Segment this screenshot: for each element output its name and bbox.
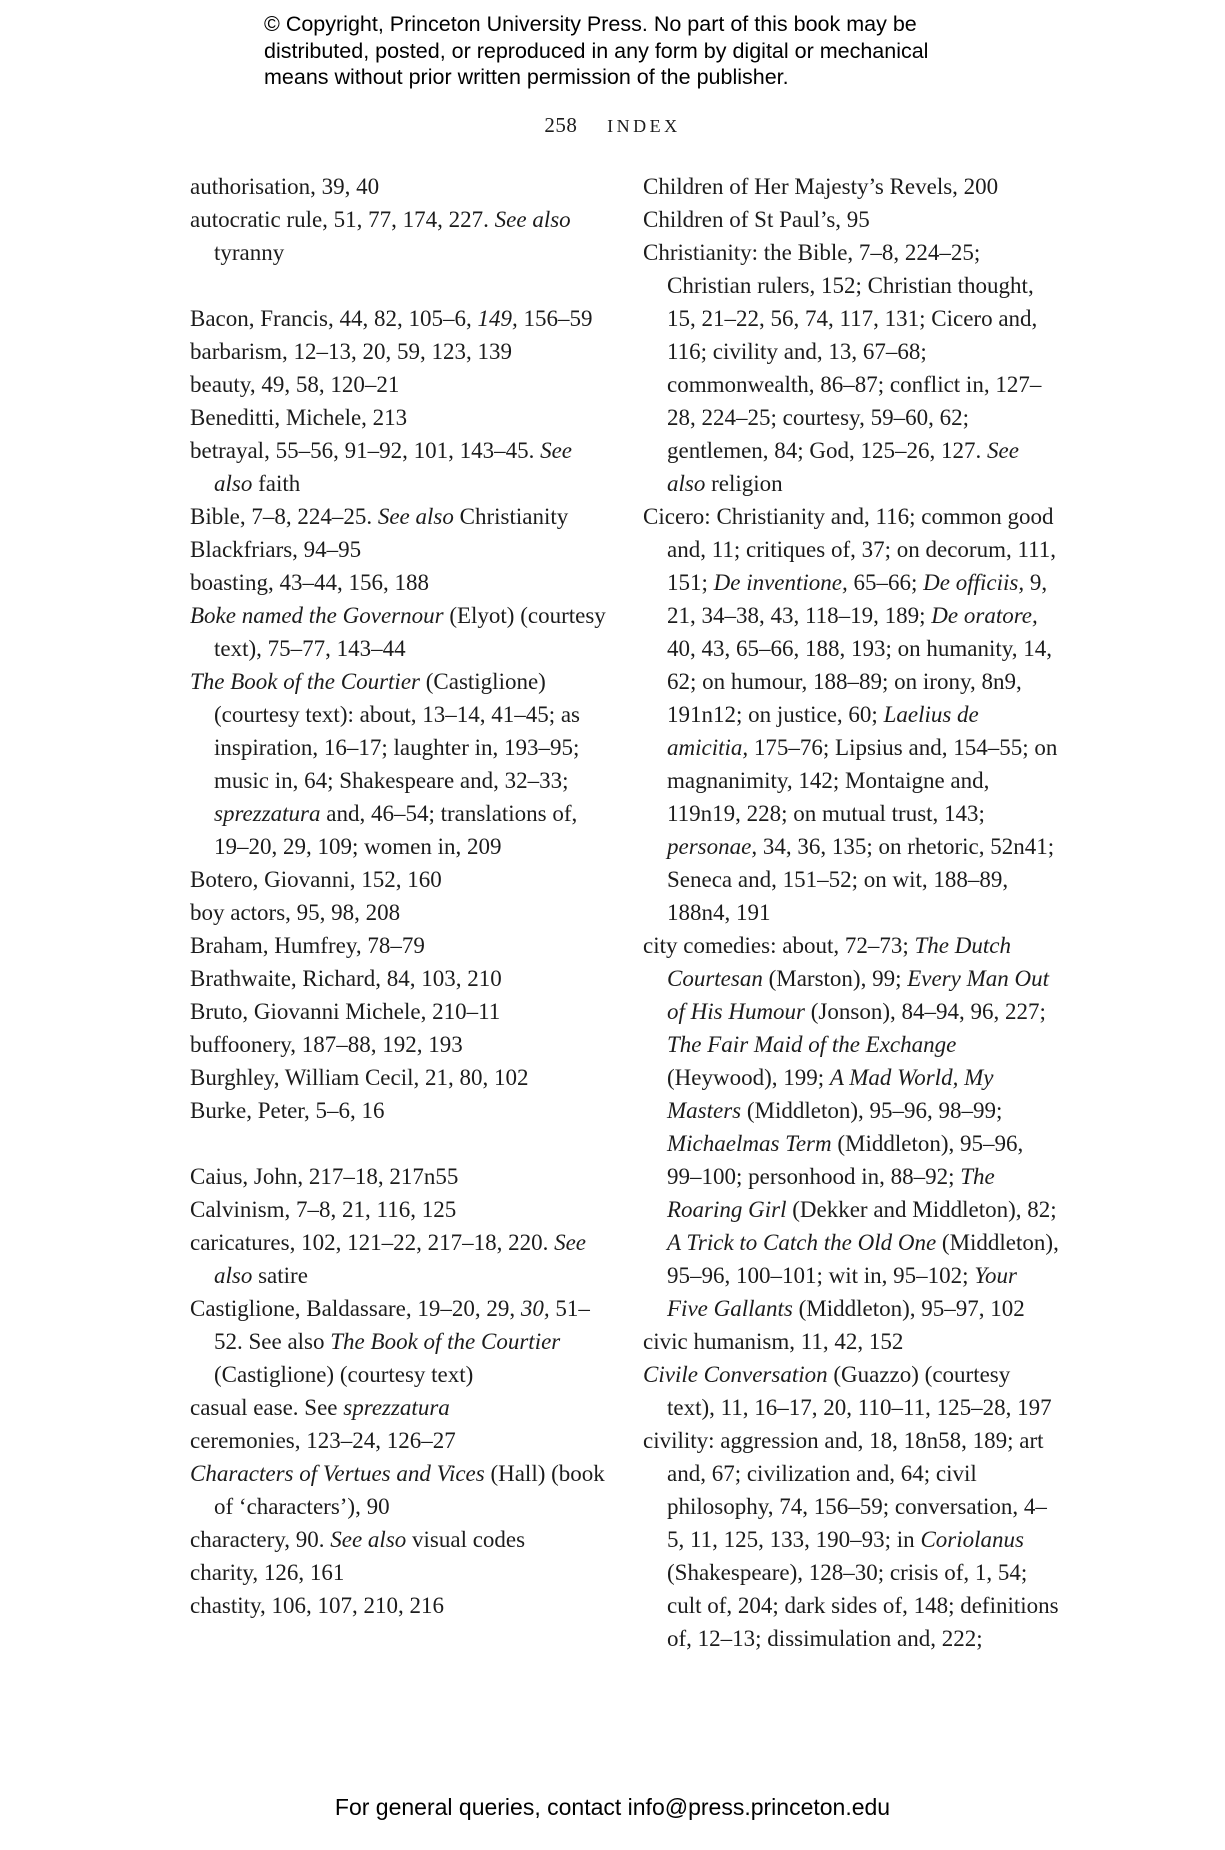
index-entry-text: (Castiglione) (courtesy text): about, 13–14, 41–45; as inspiration, 16–17; laughter in, 193–95; music in, 64; Shakespeare and, 32–33;: [214, 669, 581, 793]
index-entry: [190, 962, 610, 995]
index-entry-text: Children of St Paul’s, 95: [643, 207, 870, 232]
index-entry-italic-text: Coriolanus: [920, 1527, 1024, 1552]
index-entry-italic-text: Civile Conversation: [643, 1362, 828, 1387]
index-entry-text: (Shakespeare), 128–30; crisis of, 1, 54; cult of, 204; dark sides of, 148; definitions of, 12–13; dissimulation and, 222;: [667, 1560, 1059, 1651]
page-title: INDEX: [607, 116, 681, 136]
index-entry: [190, 1523, 610, 1556]
index-entry-italic-text: See also: [330, 1527, 407, 1552]
index-entry: [190, 665, 610, 863]
index-entry: [190, 1226, 610, 1292]
index-entry: [190, 434, 610, 500]
index-entry-text: (Middleton), 95–97, 102: [792, 1296, 1025, 1321]
index-entry-italic-text: The Roaring Girl: [667, 1164, 995, 1222]
index-entry-text: Blackfriars, 94–95: [190, 537, 362, 562]
page-number: 258: [544, 113, 578, 137]
index-entry: [190, 533, 610, 566]
index-entry: [190, 863, 610, 896]
footer-contact: For general queries, contact info@press.princeton.edu: [334, 1794, 891, 1820]
index-entry: [190, 995, 610, 1028]
copyright-notice: [264, 11, 1024, 91]
index-entry-text: Christianity: [453, 504, 569, 529]
index-entry-italic-text: Characters of Vertues and Vices: [190, 1461, 485, 1486]
index-entry: [190, 1160, 610, 1193]
index-entry-italic-text: Boke named the Governour: [190, 603, 444, 628]
index-entry-text: satire: [252, 1263, 308, 1288]
index-entry-text: civility: aggression and, 18, 18n58, 189; art and, 67; civilization and, 64; civil philosophy, 74, 156–59; conversation, 4–5, 11, 125, 133, 190–93; in: [643, 1428, 1047, 1552]
index-entry: [643, 236, 1063, 500]
index-entry-text: (Elyot) (courtesy text), 75–77, 143–44: [214, 603, 606, 661]
index-column-right: [643, 170, 1063, 1655]
index-entry: [643, 203, 1063, 236]
index-entry-text: boy actors, 95, 98, 208: [190, 900, 401, 925]
index-entry-text: Bacon, Francis, 44, 82, 105–6,: [190, 306, 478, 331]
index-entry-text: Brathwaite, Richard, 84, 103, 210: [190, 966, 502, 991]
index-entry: [190, 1424, 610, 1457]
index-entry-italic-text: sprezzatura: [343, 1395, 450, 1420]
index-entry-text: Beneditti, Michele, 213: [190, 405, 408, 430]
index-entry-text: civic humanism, 11, 42, 152: [643, 1329, 904, 1354]
index-entry-text: Cicero: Christianity and, 116; common good and, 11; critiques of, 37; on decorum, 111, 151;: [643, 504, 1057, 595]
index-entry-text: Braham, Humfrey, 78–79: [190, 933, 425, 958]
index-entry-text: religion: [705, 471, 783, 496]
index-entry-italic-text: De oratore,: [931, 603, 1038, 628]
index-entry-text: 175–76; Lipsius and, 154–55; on magnanimity, 142; Montaigne and, 119n19, 228; on mutual trust, 143;: [667, 735, 1058, 826]
index-entry-text: (Heywood), 199;: [667, 1065, 830, 1090]
index-entry-italic-text: 149,: [477, 306, 518, 331]
index-entry-italic-text: See also: [494, 207, 571, 232]
index-entry-text: Castiglione, Baldassare, 19–20, 29,: [190, 1296, 521, 1321]
index-entry: [190, 203, 610, 269]
index-entry-text: charity, 126, 161: [190, 1560, 345, 1585]
index-entry-italic-text: Every Man Out of His Humour: [667, 966, 1050, 1024]
index-entry: [190, 1457, 610, 1523]
index-entry-text: (Marston), 99;: [762, 966, 908, 991]
index-entry-italic-text: A Trick to Catch the Old One: [667, 1230, 937, 1255]
index-entry-text: Bruto, Giovanni Michele, 210–11: [190, 999, 501, 1024]
index-entry-text: casual ease. See: [190, 1395, 344, 1420]
index-entry-italic-text: The Fair Maid of the Exchange: [667, 1032, 957, 1057]
index-entry: [643, 500, 1063, 929]
index-entry-text: 9, 21, 34–38, 43, 118–19, 189;: [667, 570, 1048, 628]
index-entry: [190, 929, 610, 962]
index-entry: [190, 500, 610, 533]
index-entry-text: city comedies: about, 72–73;: [643, 933, 915, 958]
index-entry-text: buffoonery, 187–88, 192, 193: [190, 1032, 463, 1057]
index-entry-text: (Middleton), 95–96, 98–99;: [741, 1098, 1003, 1123]
index-entry-text: charactery, 90.: [190, 1527, 331, 1552]
copyright-line: © Copyright, Princeton University Press. No part of this book may be: [264, 12, 917, 36]
index-entry: [190, 1028, 610, 1061]
index-entry: [190, 1094, 610, 1127]
index-entry: [190, 566, 610, 599]
index-entry: [190, 896, 610, 929]
index-entry: [643, 929, 1063, 1325]
index-entry-text: ceremonies, 123–24, 126–27: [190, 1428, 456, 1453]
index-entry: [190, 1193, 610, 1226]
index-entry: [643, 1325, 1063, 1358]
index-entry-text: 40, 43, 65–66, 188, 193; on humanity, 14, 62; on humour, 188–89; on irony, 8n9, 191n12; on justice, 60;: [667, 636, 1053, 727]
index-entry-text: boasting, 43–44, 156, 188: [190, 570, 429, 595]
index-entry-text: (Castiglione) (courtesy text): [214, 1362, 474, 1387]
index-entry-italic-text: De inventione,: [713, 570, 848, 595]
index-entry-text: betrayal, 55–56, 91–92, 101, 143–45.: [190, 438, 541, 463]
copyright-line: distributed, posted, or reproduced in any form by digital or mechanical: [264, 38, 929, 63]
index-entry-text: tyranny: [214, 240, 285, 265]
index-entry-text: authorisation, 39, 40: [190, 174, 380, 199]
running-head: [0, 113, 1225, 138]
index-entry-text: autocratic rule, 51, 77, 174, 227.: [190, 207, 495, 232]
index-entry-text: (Middleton), 95–96, 99–100; personhood in, 88–92;: [667, 1131, 1024, 1189]
index-entry-text: Burghley, William Cecil, 21, 80, 102: [190, 1065, 529, 1090]
index-entry-italic-text: Laelius de amicitia,: [667, 702, 979, 760]
index-entry-text: (Dekker and Middleton), 82;: [786, 1197, 1057, 1222]
index-entry-italic-text: sprezzatura: [214, 801, 321, 826]
index-entry-italic-text: The Dutch Courtesan: [667, 933, 1011, 991]
index-entry: [190, 1292, 610, 1391]
index-entry-text: visual codes: [406, 1527, 526, 1552]
index-entry-italic-text: The Book of the Courtier: [330, 1329, 561, 1354]
index-entry: [190, 335, 610, 368]
index-entry-text: 51–52. See also: [214, 1296, 590, 1354]
index-entry: [190, 1391, 610, 1424]
index-entry-italic-text: A Mad World, My Masters: [667, 1065, 994, 1123]
index-entry: [190, 401, 610, 434]
index-entry-italic-text: Your Five Gallants: [667, 1263, 1017, 1321]
index-entry-italic-text: See also: [667, 438, 1019, 496]
index-entry-text: Calvinism, 7–8, 21, 116, 125: [190, 1197, 457, 1222]
index-entry-italic-text: personae,: [667, 834, 758, 859]
index-entry-text: Caius, John, 217–18, 217n55: [190, 1164, 459, 1189]
index-entry-text: Botero, Giovanni, 152, 160: [190, 867, 442, 892]
index-entry: [190, 302, 610, 335]
index-entry-text: Bible, 7–8, 224–25.: [190, 504, 378, 529]
index-entry: [190, 170, 610, 203]
index-entry: [643, 1424, 1063, 1655]
index-entry-text: and, 46–54; translations of, 19–20, 29, 109; women in, 209: [214, 801, 578, 859]
index-entry: [190, 368, 610, 401]
index-entry: [190, 1061, 610, 1094]
index-entry-italic-text: The Book of the Courtier: [190, 669, 420, 694]
index-entry: [190, 1556, 610, 1589]
index-entry: [643, 1358, 1063, 1424]
index-entry-text: chastity, 106, 107, 210, 216: [190, 1593, 445, 1618]
index-entry-italic-text: See also: [214, 438, 572, 496]
index-entry-text: (Middleton), 95–96, 100–101; wit in, 95–102;: [667, 1230, 1059, 1288]
index-entry-italic-text: See also: [377, 504, 454, 529]
index-entry-text: 65–66;: [847, 570, 924, 595]
index-entry: [643, 170, 1063, 203]
index-entry-italic-text: De officiis,: [923, 570, 1025, 595]
index-entry: [190, 1589, 610, 1622]
index-entry-text: (Jonson), 84–94, 96, 227;: [805, 999, 1046, 1024]
index-entry-text: beauty, 49, 58, 120–21: [190, 372, 400, 397]
index-entry-text: barbarism, 12–13, 20, 59, 123, 139: [190, 339, 512, 364]
index-entry-italic-text: See also: [214, 1230, 587, 1288]
copyright-line: means without prior written permission of the publisher.: [264, 65, 789, 89]
index-entry-text: (Hall) (book of ‘characters’), 90: [214, 1461, 605, 1519]
index-entry-italic-text: Michaelmas Term: [667, 1131, 832, 1156]
index-entry-text: 156–59: [517, 306, 593, 331]
index-entry-text: Burke, Peter, 5–6, 16: [190, 1098, 385, 1123]
index-entry-text: Christianity: the Bible, 7–8, 224–25; Christian rulers, 152; Christian thought, 15, 21–22, 56, 74, 117, 131; Cicero and, 116; civility and, 13, 67–68; commonwealth, 86–87; conflict in, 127–28, 224–25; courtesy, 59–60, 62; gentlemen, 84; God, 125–26, 127.: [643, 240, 1042, 463]
index-entry-text: Children of Her Majesty’s Revels, 200: [643, 174, 999, 199]
index-entry: [190, 599, 610, 665]
index-entry-text: faith: [252, 471, 301, 496]
index-column-left: [190, 170, 610, 1622]
index-entry-italic-text: 30,: [520, 1296, 550, 1321]
index-entry-text: 34, 36, 135; on rhetoric, 52n41; Seneca and, 151–52; on wit, 188–89, 188n4, 191: [667, 834, 1055, 925]
index-entry-text: caricatures, 102, 121–22, 217–18, 220.: [190, 1230, 555, 1255]
index-entry-text: (Guazzo) (courtesy text), 11, 16–17, 20, 110–11, 125–28, 197: [667, 1362, 1052, 1420]
